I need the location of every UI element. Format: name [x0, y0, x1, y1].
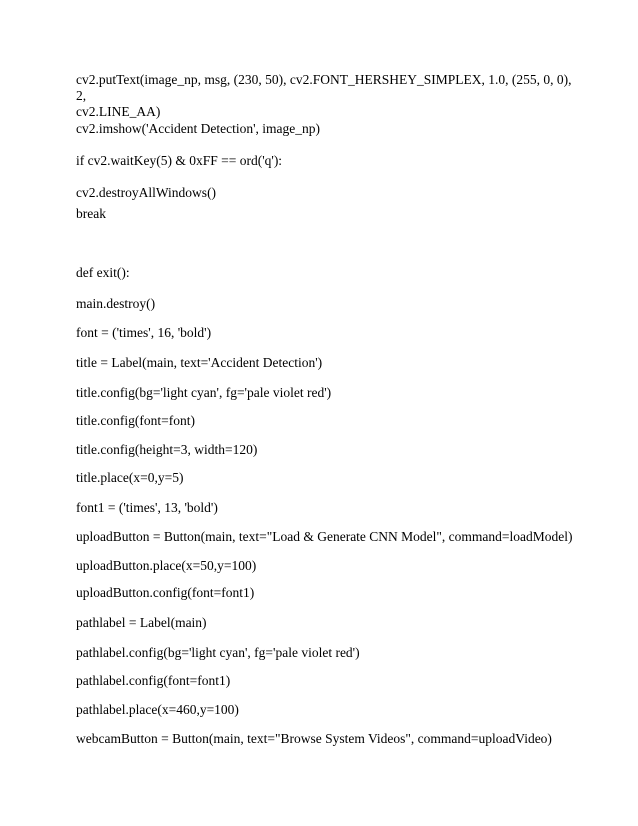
code-line: pathlabel.config(bg='light cyan', fg='pale violet red')	[76, 645, 360, 660]
code-line: if cv2.waitKey(5) & 0xFF == ord('q'):	[76, 153, 283, 168]
code-line: webcamButton = Button(main, text="Browse System Videos", command=uploadVideo)	[76, 731, 552, 746]
code-line: pathlabel.config(font=font1)	[76, 673, 231, 688]
code-line: cv2.putText(image_np, msg, (230, 50), cv2.FONT_HERSHEY_SIMPLEX, 1.0, (255, 0, 0), 2, cv2.LINE_AA)	[76, 72, 572, 119]
code-line: uploadButton.config(font=font1)	[76, 585, 255, 600]
code-line: pathlabel.place(x=460,y=100)	[76, 702, 239, 717]
code-line: cv2.imshow('Accident Detection', image_np)	[76, 121, 321, 136]
code-line: def exit():	[76, 265, 130, 280]
code-line: title.config(bg='light cyan', fg='pale violet red')	[76, 385, 332, 400]
code-line: break	[76, 206, 106, 221]
code-line: cv2.destroyAllWindows()	[76, 185, 217, 200]
code-line: title.config(font=font)	[76, 413, 195, 428]
code-line: uploadButton = Button(main, text="Load & Generate CNN Model", command=loadModel)	[76, 529, 573, 544]
code-line: title.place(x=0,y=5)	[76, 470, 184, 485]
code-line: uploadButton.place(x=50,y=100)	[76, 558, 257, 573]
code-line: title.config(height=3, width=120)	[76, 442, 258, 457]
code-line: main.destroy()	[76, 296, 156, 311]
code-line: pathlabel = Label(main)	[76, 615, 207, 630]
code-line: title = Label(main, text='Accident Detection')	[76, 355, 323, 370]
code-line: font = ('times', 16, 'bold')	[76, 325, 212, 340]
code-line: font1 = ('times', 13, 'bold')	[76, 500, 218, 515]
